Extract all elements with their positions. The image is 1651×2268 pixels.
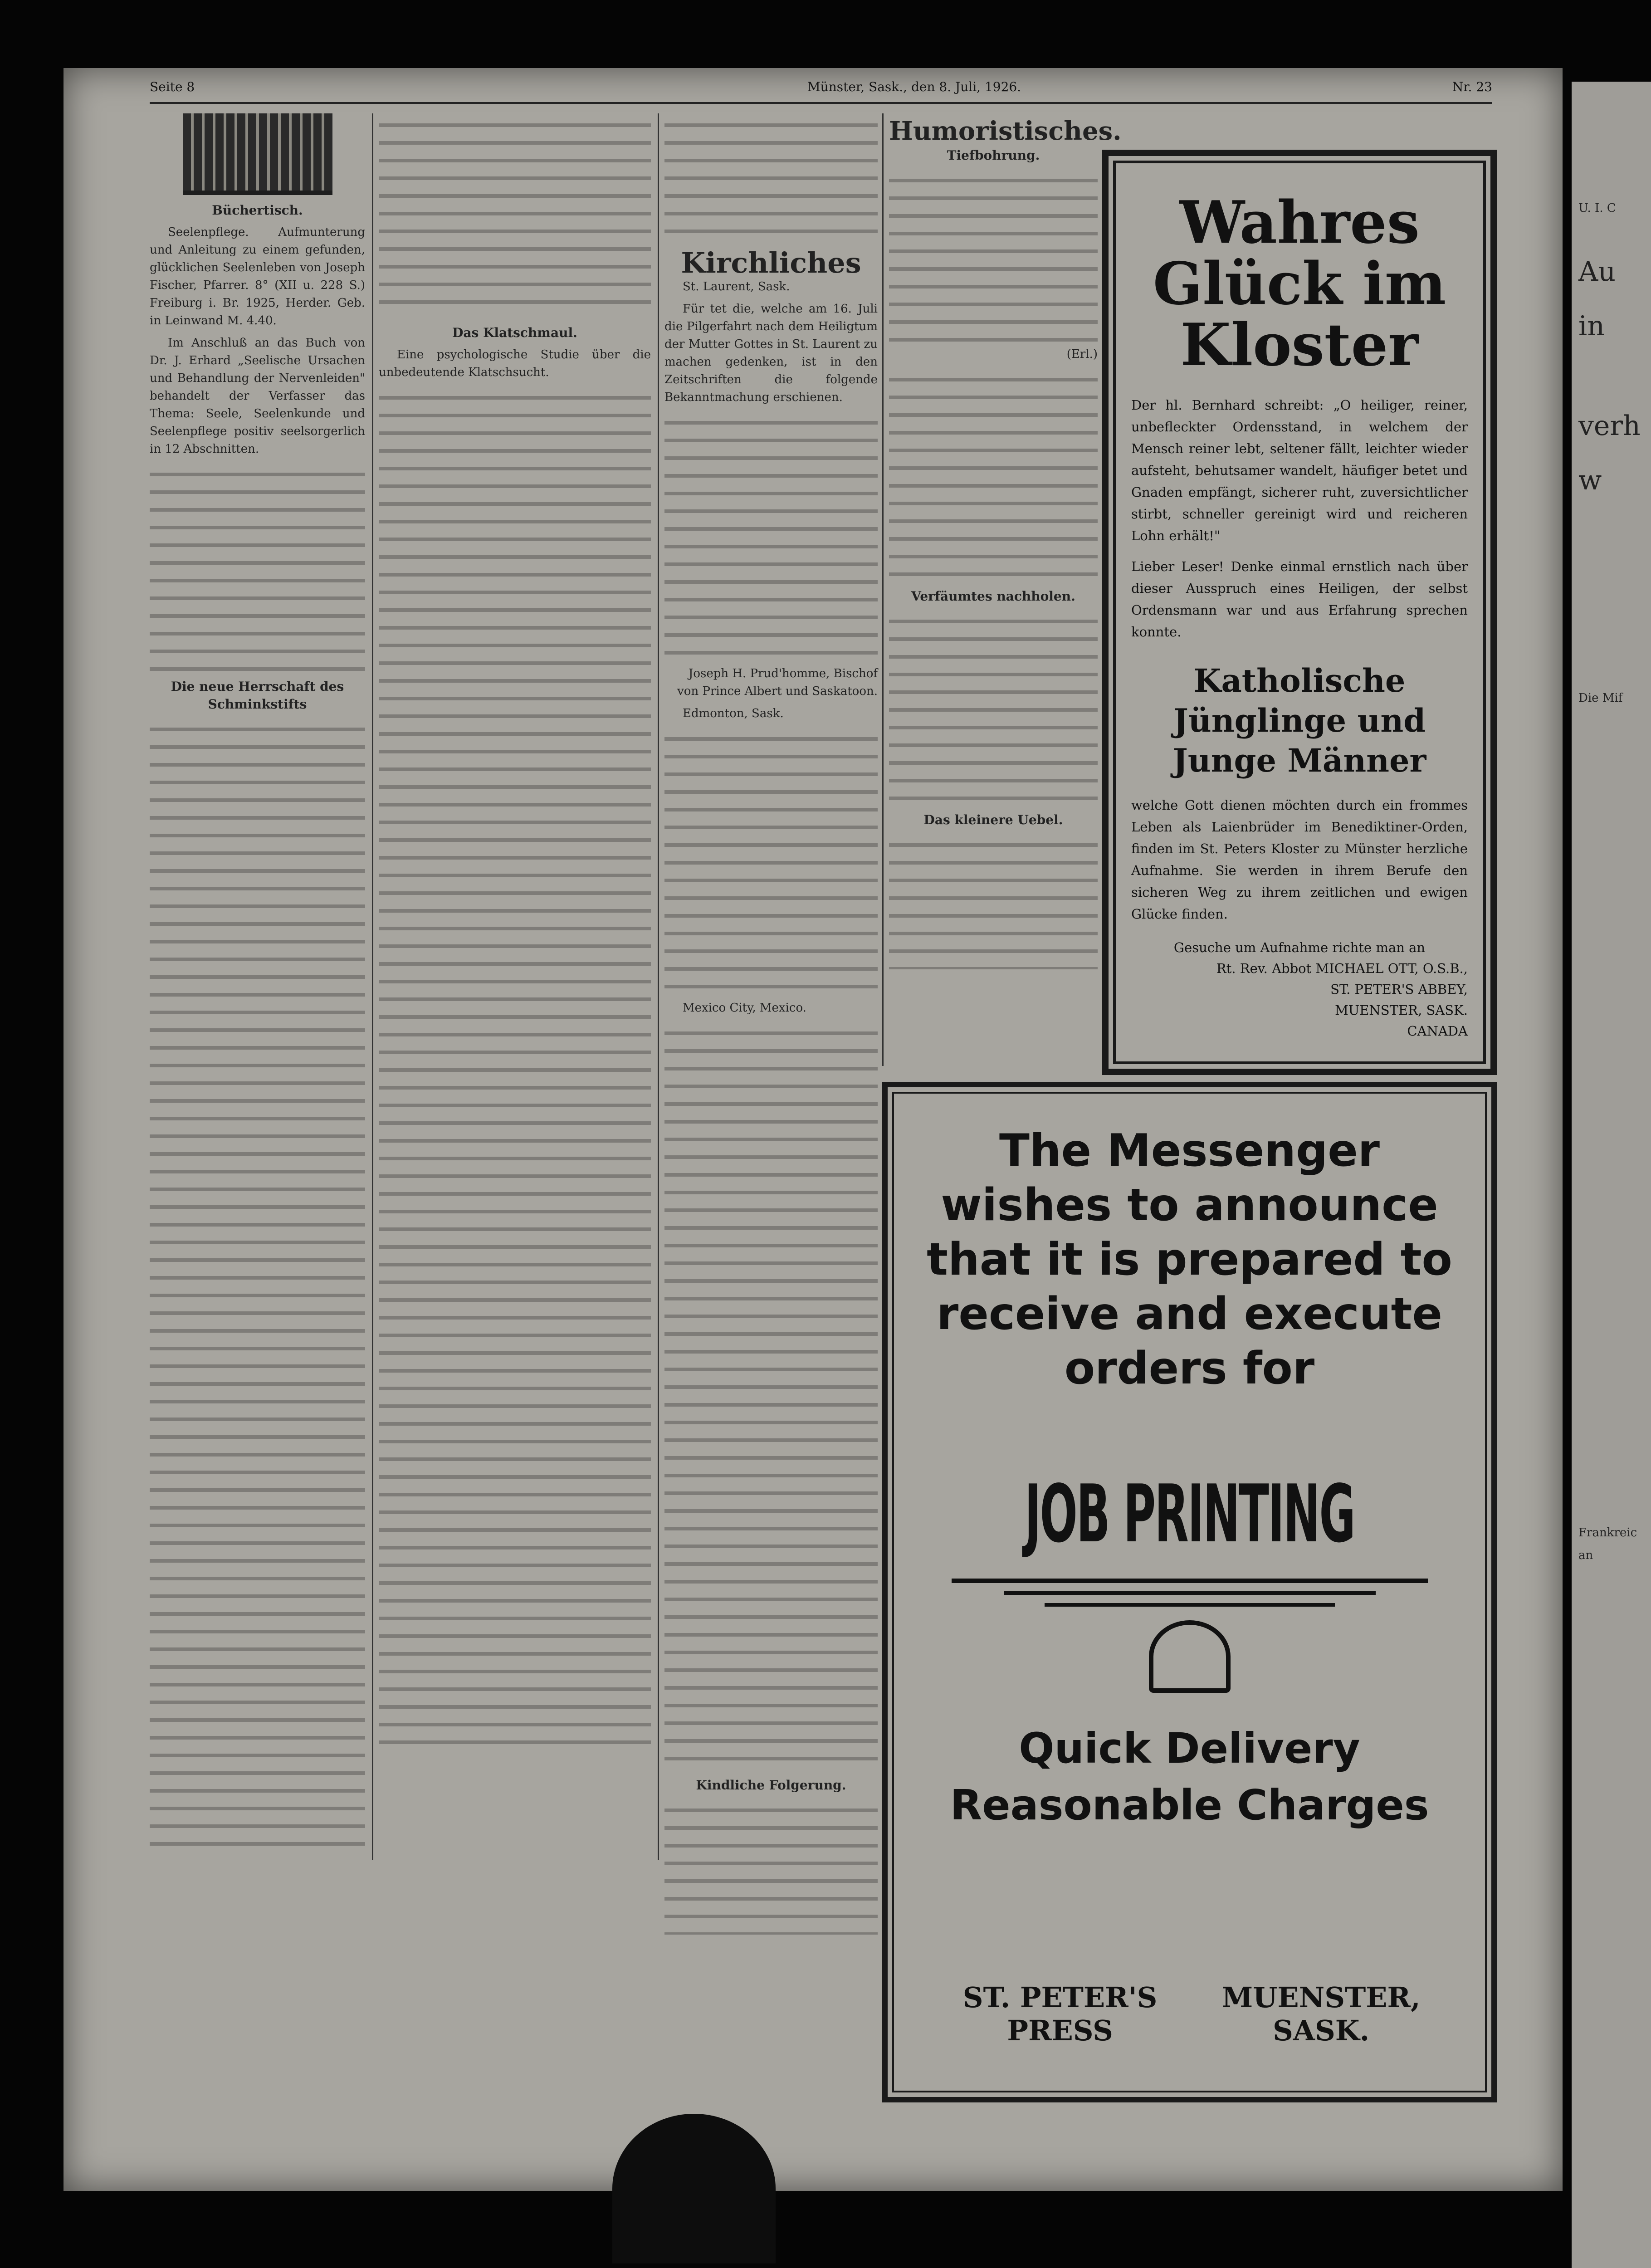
book-ornament-icon [1149,1620,1231,1693]
item-signature: Joseph H. Prud'homme, Bischof von Prince Albert und Saskatoon. [677,667,878,698]
column-klatschmaul [379,113,651,1860]
thumb-silhouette [612,2114,776,2263]
review-text: Im Anschluß an das Buch von Dr. J. Erhard „Seelische Ursachen und Behandlung der Nervenleiden" behandelt der Verfasser das Thema: Seele, Seelenkunde und Seelenpflege positiv seelsorgerlich in 12 Abschnitten. [150,336,365,456]
ad-lead: The Messenger wishes to announce that it is prepared to receive and execute orders for [927,1125,1452,1394]
item-end: (Erl.) [1066,347,1098,361]
section-title: Büchertisch. [212,203,303,218]
place-date: Münster, Sask., den 8. Juli, 1926. [807,79,1021,94]
article-subtitle: Eine psychologische Studie über die unbedeutende Klatschsucht. [379,348,651,379]
decorative-rules [952,1579,1428,1607]
contact-org: ST. PETER'S ABBEY, [1330,982,1468,997]
item-text: Für tet die, welche am 16. Juli die Pilgerfahrt nach dem Heiligtum der Mutter Gottes in St. Laurent zu machen gedenken, ist in den Zeitschriften die folgende Bekanntmachung erschienen. [664,302,878,404]
ad-offer: Quick Delivery Reasonable Charges [950,1724,1429,1829]
item-title: Das kleinere Uebel. [923,812,1063,827]
item-title: Verfäumtes nachholen. [911,589,1075,604]
column-rule [882,113,884,1066]
ad-appeal: Lieber Leser! Denke einmal ernstlich nach über dieser Ausspruch eines Heiligen, der selbst Ordensmann war und aus Erfahrung sprechen konnte. [1131,559,1468,640]
fragment-line: U. I. C [1578,201,1616,215]
ad-invitation: welche Gott dienen möchten durch ein frommes Leben als Laienbrüder im Benediktiner-Orden, finden im St. Peters Kloster zu Münster herzliche Aufnahme. Sie werden in ihrem Berufe den sicheren Weg zu ihrem zeitlichen und ewigen Glücke finden. [1131,797,1468,922]
fragment-line: Au [1578,256,1616,288]
section-heading: Kirchliches [681,246,861,279]
kloster-advertisement [1102,150,1497,1075]
item-title: Tiefbohrung. [947,148,1040,163]
ad-headline: JOB PRINTING [1024,1468,1355,1560]
fragment-line: in [1578,310,1605,342]
contact-country: CANADA [1407,1023,1468,1039]
ad-subtitle: Katholische Jünglinge und Junge Männer [1172,662,1426,779]
item-place: Edmonton, Sask. [683,707,784,720]
issue-number: Nr. 23 [1452,79,1492,94]
column-rule [658,113,659,1860]
ad-title: Wahres Glück im Kloster [1153,189,1446,379]
contact-city: MUENSTER, SASK. [1335,1002,1468,1018]
section-heading: Humoristisches. [889,116,1122,146]
contact-name: Rt. Rev. Abbot MICHAEL OTT, O.S.B., [1216,961,1468,976]
facing-page-fragment [1572,82,1651,2268]
bookshelf-illustration [183,113,332,195]
column-kirchliches [664,113,878,2155]
box-title: Kindliche Folgerung. [696,1778,846,1793]
fragment-line: w [1578,464,1602,496]
item-place: Mexico City, Mexico. [683,1001,806,1015]
article-title: Die neue Herrschaft des Schminkstifts [171,679,344,712]
fragment-line: Frankreic [1578,1526,1637,1540]
ad-contact [1131,938,1468,1040]
ad-publisher: ST. PETER'S PRESS [962,1981,1158,2047]
page-label: Seite 8 [150,79,195,94]
ad-location: MUENSTER, SASK. [1221,1981,1421,2047]
item-place: St. Laurent, Sask. [683,280,790,293]
job-printing-advertisement [882,1082,1497,2102]
ad-quote: Der hl. Bernhard schreibt: „O heiliger, reiner, unbefleckter Ordensstand, in welchem der Mensch reiner lebt, seltener fällt, leichter wieder aufsteht, behutsamer wandelt, häufiger betet und Gnaden empfängt, sicherer ruht, zuversichtlicher stirbt, schneller gereinigt wird und reicheren Lohn erhält!" [1131,397,1468,543]
ad-footer [928,1981,1451,2047]
fragment-line: an [1578,1549,1593,1562]
column-books [150,113,365,1860]
contact-intro: Gesuche um Aufnahme richte man an [1173,940,1426,955]
masthead [150,79,1492,104]
column-rule [372,113,373,1860]
book-notice: Seelenpflege. Aufmunterung und Anleitung zu einem gefunden, glücklichen Seelenleben von Joseph Fischer, Pfarrer. 8° (XII u. 228 S.) Freiburg i. Br. 1925, Herder. Geb. in Leinwand M. 4.40. [150,225,365,327]
fragment-line: verh [1578,410,1641,442]
column-humor [889,113,1122,1075]
fragment-line: Die Mif [1578,691,1623,705]
article-title: Das Klatschmaul. [452,325,577,340]
